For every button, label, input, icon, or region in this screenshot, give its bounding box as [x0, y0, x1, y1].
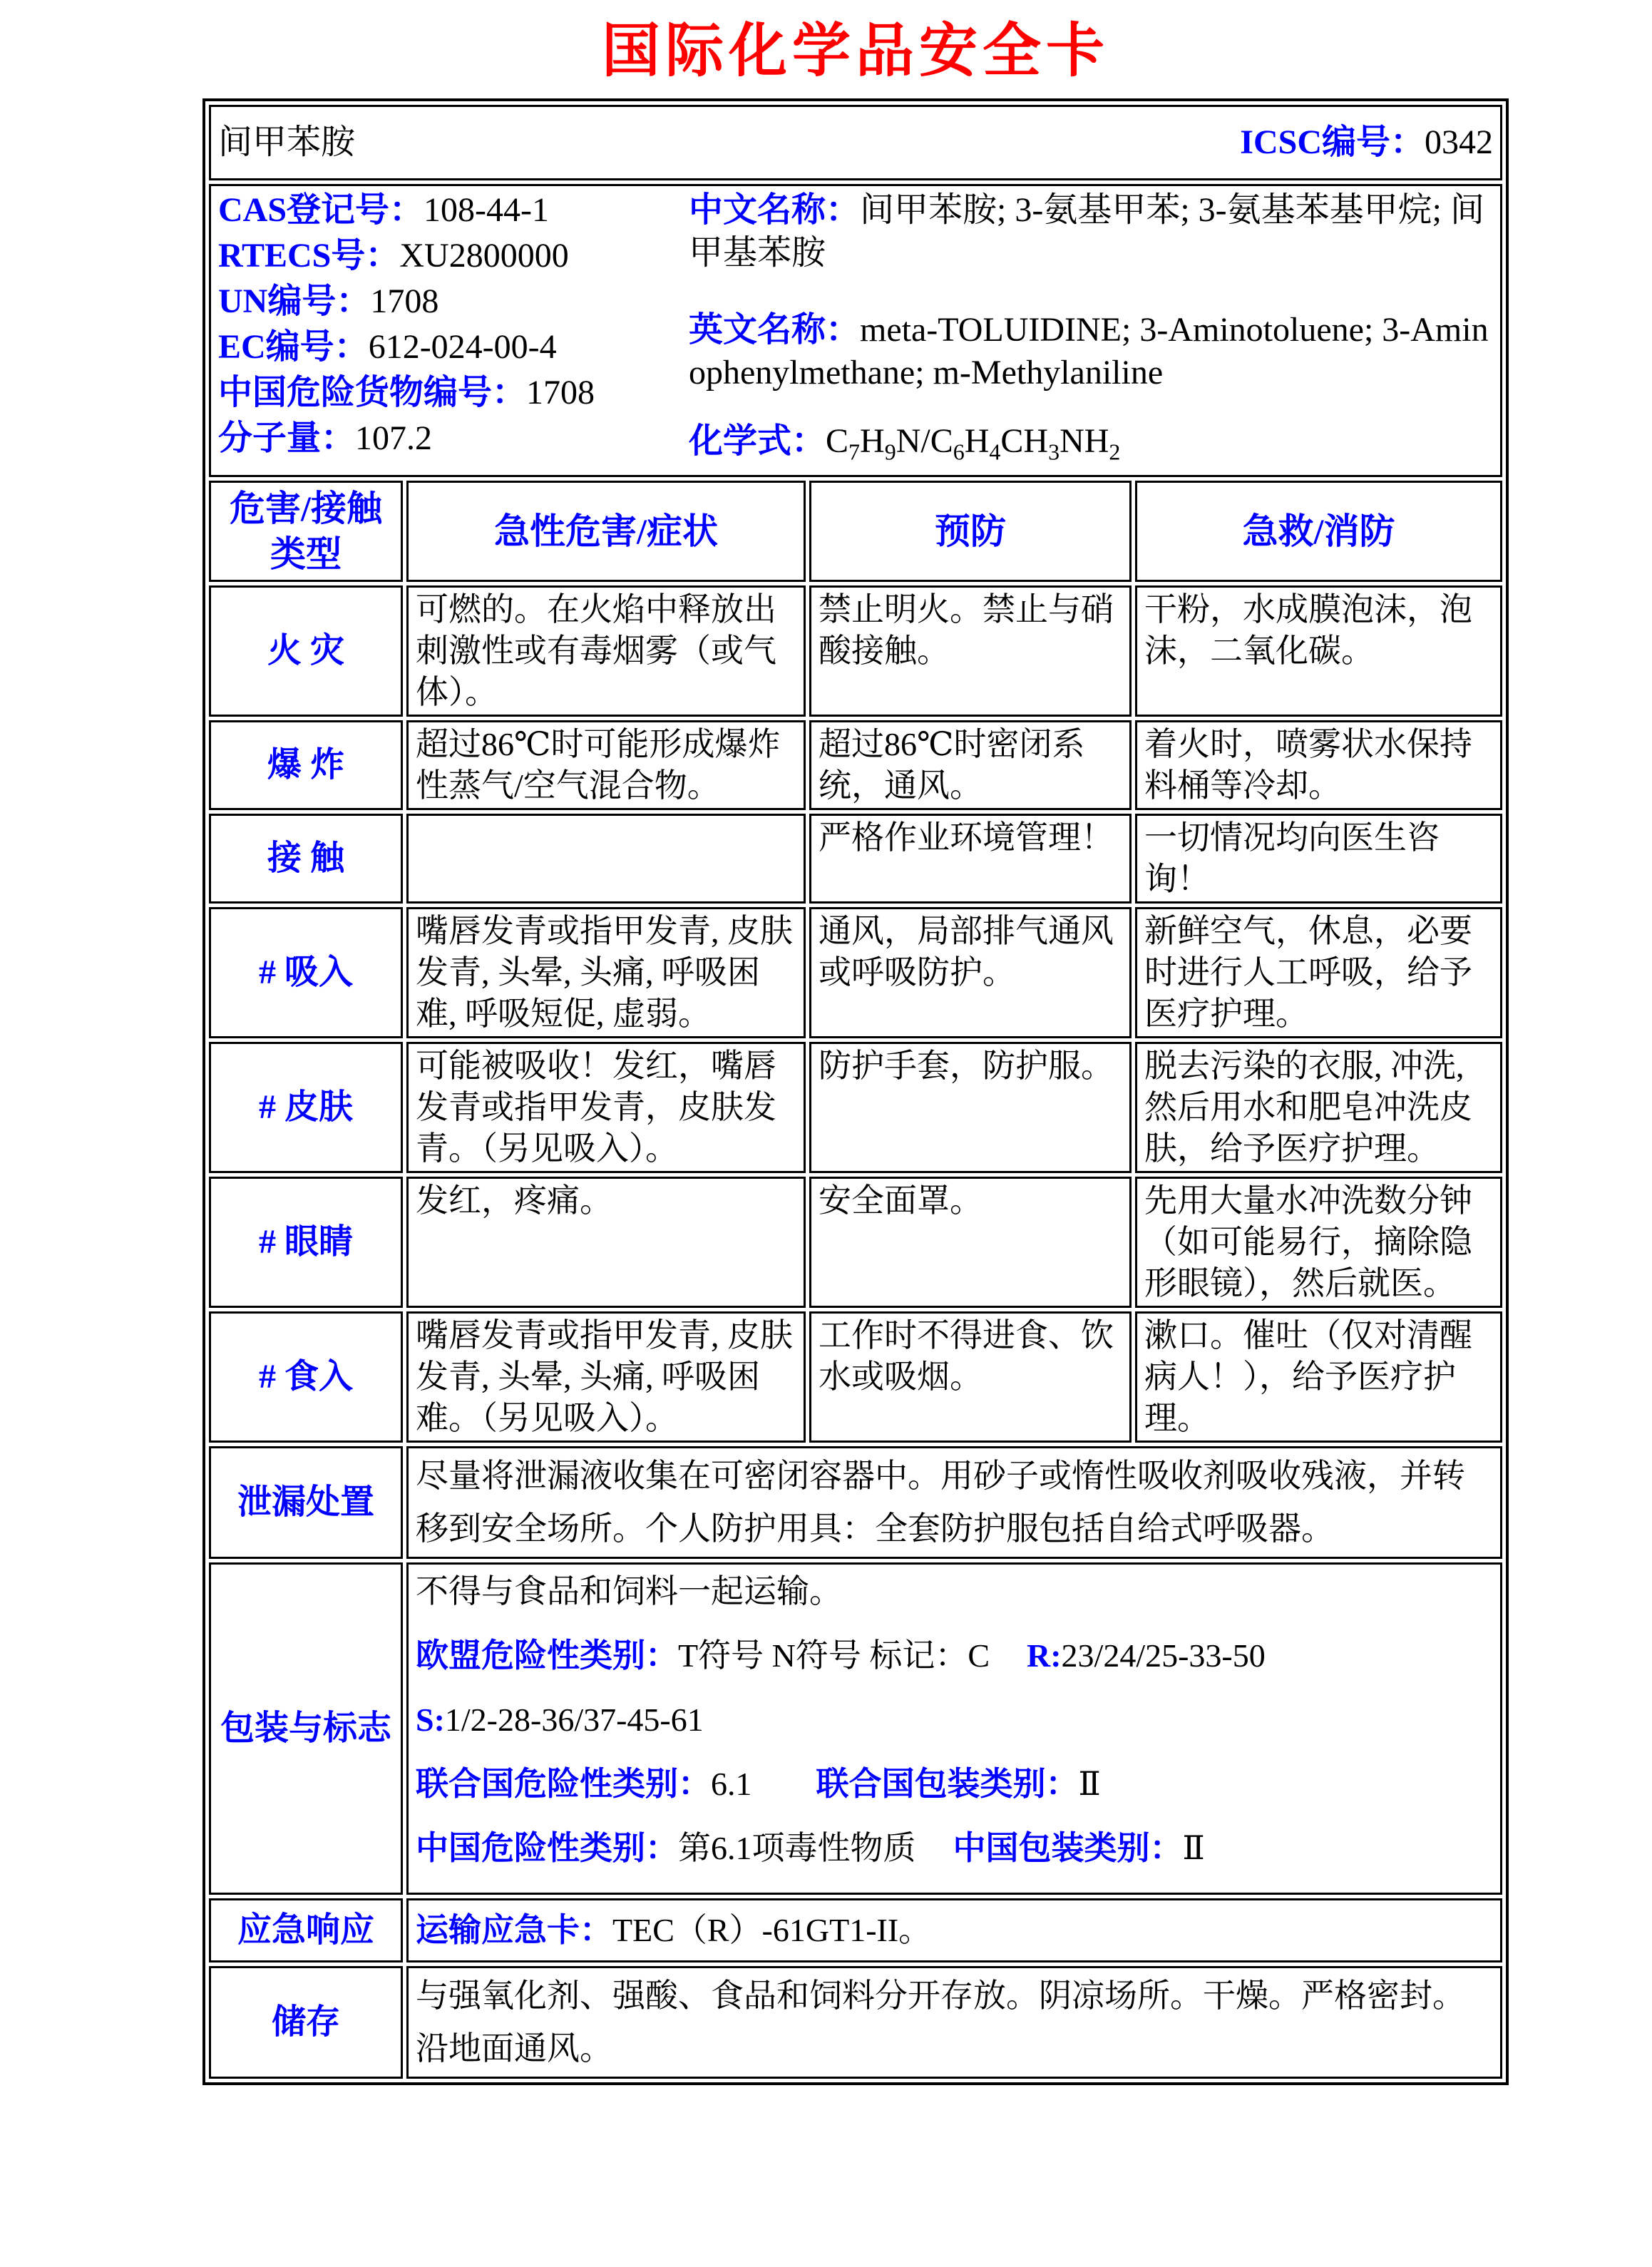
- english-name-line: 英文名称：meta-TOLUIDINE; 3-Aminotoluene; 3-Aminophenylmethane; m-Methylaniline: [689, 311, 1489, 392]
- row-label-emergency: 应急响应: [209, 1898, 403, 1962]
- icsc-card-table: [202, 98, 1509, 2085]
- packaging-labelling-content: [406, 1562, 1502, 1895]
- row-label-skin: # 皮肤: [209, 1042, 403, 1173]
- icsc-number-value: 0342: [1425, 123, 1493, 161]
- row-label-eyes: # 眼睛: [209, 1177, 403, 1308]
- eyes-first-aid: 先用大量水冲洗数分钟（如可能易行，摘除隐形眼镜），然后就医。: [1135, 1177, 1502, 1308]
- skin-prevention: 防护手套，防护服。: [809, 1042, 1132, 1173]
- hazard-row-exposure: [209, 814, 1502, 904]
- chemical-formula: $C_7H_9N/C_6H_4CH_3NH_2$: [826, 422, 1121, 465]
- skin-symptoms: 可能被吸收！发红，嘴唇发青或指甲发青，皮肤发青。（另见吸入）。: [406, 1042, 806, 1173]
- explosion-symptoms: 超过86℃时可能形成爆炸性蒸气/空气混合物。: [406, 720, 806, 810]
- chemical-formula-line: 化学式：$C_7H_9N/C_6H_4CH_3NH_2$: [689, 422, 1121, 465]
- un-class-line: 联合国危险性类别：6.1 联合国包装类别：Ⅱ: [416, 1765, 1101, 1802]
- row-label-inhalation: # 吸入: [209, 907, 403, 1038]
- row-label-fire: 火 灾: [209, 585, 403, 717]
- card-header-row: [209, 105, 1502, 180]
- substance-name: 间甲苯胺: [218, 123, 356, 161]
- transport-emergency-card-value: TEC（R）-61GT1-II。: [612, 1911, 932, 1948]
- row-label-spill: 泄漏处置: [209, 1446, 403, 1559]
- emergency-response-row: [209, 1898, 1502, 1962]
- hazard-row-explosion: [209, 720, 1502, 810]
- card-header-cell: [209, 105, 1502, 180]
- exposure-first-aid: 一切情况均向医生咨询！: [1135, 814, 1502, 904]
- spill-disposal-row: [209, 1446, 1502, 1559]
- explosion-first-aid: 着火时，喷雾状水保持料桶等冷却。: [1135, 720, 1502, 810]
- hazard-row-fire: [209, 585, 1502, 717]
- skin-first-aid: 脱去污染的衣服, 冲洗, 然后用水和肥皂冲洗皮肤，给予医疗护理。: [1135, 1042, 1502, 1173]
- chinese-name-line: 中文名称：间甲苯胺; 3-氨基甲苯; 3-氨基苯基甲烷; 间甲基苯胺: [689, 191, 1484, 272]
- s-phrases-line: S:1/2-28-36/37-45-61: [416, 1701, 704, 1738]
- identification-cell: [209, 184, 1502, 477]
- ingestion-symptoms: 嘴唇发青或指甲发青, 皮肤发青, 头晕, 头痛, 呼吸困难。（另见吸入）。: [406, 1311, 806, 1443]
- eyes-symptoms: 发红，疼痛。: [406, 1177, 806, 1308]
- icsc-number-group: [1240, 122, 1493, 163]
- icsc-number-label: ICSC编号：: [1240, 123, 1425, 161]
- cn-class-line: 中国危险性类别：第6.1项毒性物质 中国包装类别：Ⅱ: [416, 1829, 1205, 1866]
- inhalation-symptoms: 嘴唇发青或指甲发青, 皮肤发青, 头晕, 头痛, 呼吸困难, 呼吸短促, 虚弱。: [406, 907, 806, 1038]
- row-label-ingestion: # 食入: [209, 1311, 403, 1443]
- fire-prevention: 禁止明火。禁止与硝酸接触。: [809, 585, 1132, 717]
- header-prevention: 预防: [809, 481, 1132, 582]
- ingestion-prevention: 工作时不得进食、饮水或吸烟。: [809, 1311, 1132, 1443]
- transport-restriction-line: 不得与食品和饲料一起运输。: [416, 1572, 842, 1610]
- hazard-row-ingestion: [209, 1311, 1502, 1443]
- registry-numbers: [218, 188, 689, 461]
- page-title: 国际化学品安全卡: [601, 19, 1109, 83]
- hazard-table-header-row: [209, 481, 1502, 582]
- row-label-storage: 储存: [209, 1966, 403, 2079]
- header-acute-symptoms: 急性危害/症状: [406, 481, 806, 582]
- identification-row: [209, 184, 1502, 477]
- fire-first-aid: 干粉，水成膜泡沫，泡沫，二氧化碳。: [1135, 585, 1502, 717]
- rtecs-number-line: RTECS号：XU2800000: [218, 237, 569, 275]
- un-number-line: UN编号：1708: [218, 282, 439, 320]
- storage-text: 与强氧化剂、强酸、食品和饲料分开存放。阴凉场所。干燥。严格密封。沿地面通风。: [406, 1966, 1502, 2079]
- header-first-aid: 急救/消防: [1135, 481, 1502, 582]
- row-label-packaging: 包装与标志: [209, 1562, 403, 1895]
- eu-hazard-class-line: 欧盟危险性类别：T符号 N符号 标记：C R:23/24/25-33-50: [416, 1637, 1266, 1674]
- exposure-prevention: 严格作业环境管理！: [809, 814, 1132, 904]
- cas-number-line: CAS登记号：108-44-1: [218, 191, 549, 229]
- fire-symptoms: 可燃的。在火焰中释放出刺激性或有毒烟雾（或气体）。: [406, 585, 806, 717]
- row-label-exposure: 接 触: [209, 814, 403, 904]
- row-label-explosion: 爆 炸: [209, 720, 403, 810]
- emergency-response-content: [406, 1898, 1502, 1962]
- hazard-row-inhalation: [209, 907, 1502, 1038]
- storage-row: [209, 1966, 1502, 2079]
- hazard-row-skin: [209, 1042, 1502, 1173]
- transport-emergency-card-label: 运输应急卡：: [416, 1911, 612, 1948]
- spill-disposal-text: 尽量将泄漏液收集在可密闭容器中。用砂子或惰性吸收剂吸收残液，并转移到安全场所。个人防护用具：全套防护服包括自给式呼吸器。: [406, 1446, 1502, 1559]
- exposure-symptoms: [406, 814, 806, 904]
- molecular-weight-line: 分子量：107.2: [218, 419, 433, 457]
- explosion-prevention: 超过86℃时密闭系统，通风。: [809, 720, 1132, 810]
- ec-number-line: EC编号：612-024-00-4: [218, 328, 557, 366]
- china-dg-number-line: 中国危险货物编号：1708: [218, 374, 595, 411]
- inhalation-prevention: 通风，局部排气通风或呼吸防护。: [809, 907, 1132, 1038]
- packaging-labelling-row: [209, 1562, 1502, 1895]
- substance-names: [689, 188, 1493, 474]
- ingestion-first-aid: 漱口。催吐（仅对清醒病人！），给予医疗护理。: [1135, 1311, 1502, 1443]
- header-hazard-type: 危害/接触类型: [209, 481, 403, 582]
- hazard-row-eyes: [209, 1177, 1502, 1308]
- eyes-prevention: 安全面罩。: [809, 1177, 1132, 1308]
- inhalation-first-aid: 新鲜空气，休息，必要时进行人工呼吸，给予医疗护理。: [1135, 907, 1502, 1038]
